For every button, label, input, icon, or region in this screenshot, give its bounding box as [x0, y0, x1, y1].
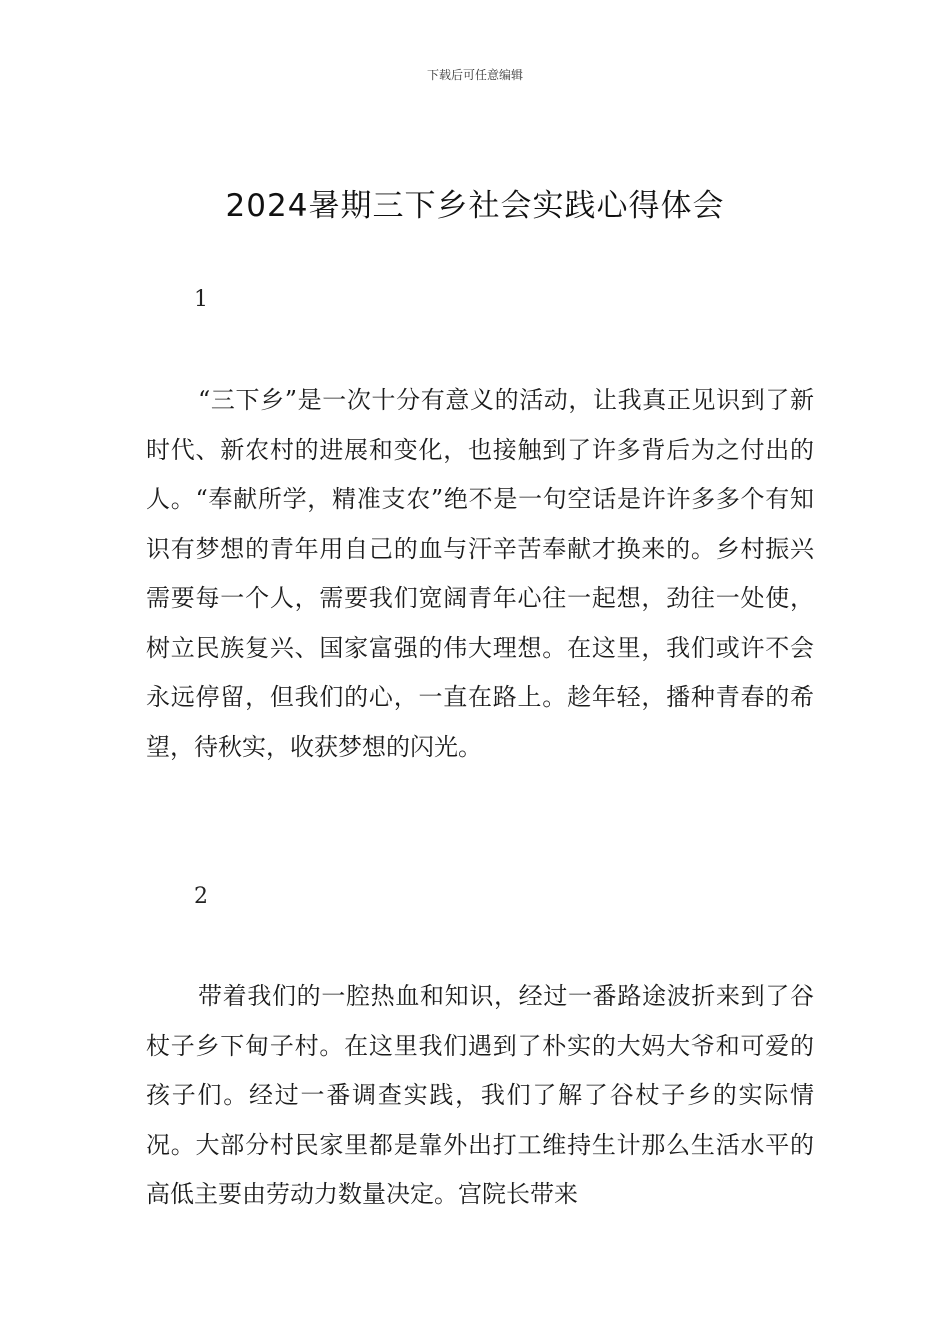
document-title: 2024暑期三下乡社会实践心得体会 — [225, 188, 725, 224]
section-number-2: 2 — [194, 884, 208, 909]
header-note: 下载后可任意编辑 — [426, 68, 523, 82]
section-paragraph-1: “三下乡”是一次十分有意义的活动，让我真正见识到了新时代、新农村的进展和变化，也接触到了许多背后为之付出的人。“奉献所学，精准支农”绝不是一句空话是许许多多个有知识有梦想的青年用自己的血与汗辛苦奉献才换来的。乡村振兴需要每一个人，需要我们宽阔青年心往一起想，劲往一处使，树立民族复兴、国家富强的伟大理想。在这里，我们或许不会永远停留，但我们的心，一直在路上。趁年轻，播种青春的希望，待秋实，收获梦想的闪光。 — [146, 386, 814, 761]
section-number-1: 1 — [194, 287, 208, 312]
section-paragraph-2: 带着我们的一腔热血和知识，经过一番路途波折来到了谷杖子乡下甸子村。在这里我们遇到了朴实的大妈大爷和可爱的孩子们。经过一番调查实践，我们了解了谷杖子乡的实际情况。大部分村民家里都是靠外出打工维持生计那么生活水平的高低主要由劳动力数量决定。宫院长带来 — [146, 982, 814, 1208]
